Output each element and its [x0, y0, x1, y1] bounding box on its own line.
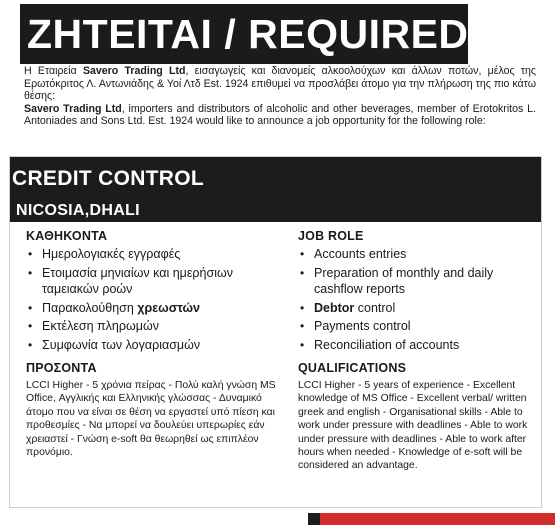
duty-item	[298, 246, 538, 263]
duty-item	[298, 318, 538, 335]
intro-text	[24, 65, 536, 128]
greek-requirements-heading: ΠΡΟΣΟΝΤΑ	[26, 361, 97, 375]
intro-greek-prefix: Η Εταιρεία	[24, 65, 83, 77]
duty-text: Accounts entries	[314, 247, 407, 261]
intro-english	[24, 103, 536, 128]
bullet-icon: •	[28, 300, 33, 315]
footer-red-accent	[320, 513, 555, 525]
greek-duties-heading: ΚΑΘΗΚΟΝΤΑ	[26, 229, 108, 243]
duty-item	[26, 246, 291, 263]
greek-requirements-text: LCCI Higher - 5 χρόνια πείρας - Πολύ καλή γνώση MS Office, Αγγλικής και Ελληνικής γλώσσας - Δυναμικό άτομο που να είναι σε θέση να εργαστεί υπό πίεση και προθεσμίες - Να μπορεί να δουλεύει υπερωρίες εάν χρειαστεί - Γνώση e-soft θα θεωρηθεί ως επιπλέον προνόμιο.	[26, 380, 276, 459]
intro-english-company: Savero Trading Ltd	[24, 102, 122, 115]
bullet-icon: •	[28, 265, 33, 280]
title-banner	[20, 4, 468, 64]
english-requirements-text: LCCI Higher - 5 years of experience - Excellent knowledge of MS Office - Excellent verbal/ written greek and english - Organisational skills - Able to work under pressure with deadlines - Able to work under pressure with deadlines - Able to work after hours when needed - Knowledge of e-soft will be considered an advantage.	[298, 380, 528, 472]
intro-english-rest: , importers and distributors of alcoholic and other beverages, member of Erotokritos L. Antoniades and Sons Ltd. Est. 1924 would like to announce a job opportunity for the following role:	[24, 102, 536, 128]
duty-item	[298, 300, 538, 317]
english-duties-list	[298, 246, 538, 353]
intro-greek-rest: , εισαγωγείς και διανομείς αλκοολούχων και άλλων ποτών, μέλος της Ερωτόκριτος Λ. Αντωνιάδης & Υοί Λτδ Est. 1924 επιθυμεί να προσλάβει άτομο για την πλήρωση της πιο κάτω θέσης:	[24, 65, 536, 103]
english-column	[298, 229, 538, 473]
duty-text: Reconciliation of accounts	[314, 337, 460, 352]
bullet-icon: •	[300, 337, 305, 352]
job-title: CREDIT CONTROL	[12, 167, 205, 190]
duty-text: Payments control	[314, 319, 411, 333]
duty-item	[26, 318, 291, 335]
english-duties-heading: JOB ROLE	[298, 229, 364, 243]
greek-column	[26, 229, 291, 459]
duty-text: Ετοιμασία μηνιαίων και ημερήσιων ταμειακών ροών	[42, 265, 233, 296]
bullet-icon: •	[300, 319, 305, 333]
duty-text: Ημερολογιακές εγγραφές	[42, 247, 181, 261]
duty-text: Παρακολούθηση	[42, 300, 138, 315]
duty-item	[26, 337, 291, 354]
duty-text: Συμφωνία των λογαριασμών	[42, 337, 201, 352]
bullet-icon: •	[28, 337, 33, 352]
duty-item	[26, 300, 291, 317]
duty-item	[298, 337, 538, 354]
footer-dark-accent	[308, 513, 320, 525]
duty-item	[26, 265, 291, 298]
duty-text: control	[354, 300, 396, 315]
bullet-icon: •	[28, 247, 33, 261]
intro-greek	[24, 65, 536, 103]
duty-item	[298, 265, 538, 298]
duty-text: Εκτέλεση πληρωμών	[42, 319, 159, 333]
job-location: NICOSIA,DHALI	[16, 202, 140, 219]
intro-greek-company: Savero Trading Ltd	[82, 65, 186, 77]
duty-text: Preparation of monthly and daily cashflow reports	[314, 265, 494, 296]
duty-bold-text: χρεωστών	[137, 300, 201, 315]
page-title: ΖΗΤΕΙΤΑΙ / REQUIRED	[27, 10, 469, 57]
greek-duties-list	[26, 246, 291, 353]
bullet-icon: •	[300, 247, 305, 261]
section-header	[10, 157, 541, 222]
job-card	[10, 157, 541, 507]
duty-bold-text: Debtor	[314, 300, 355, 315]
bullet-icon: •	[300, 265, 305, 280]
bullet-icon: •	[300, 300, 305, 315]
english-requirements-heading: QUALIFICATIONS	[298, 361, 407, 375]
bullet-icon: •	[28, 319, 33, 333]
